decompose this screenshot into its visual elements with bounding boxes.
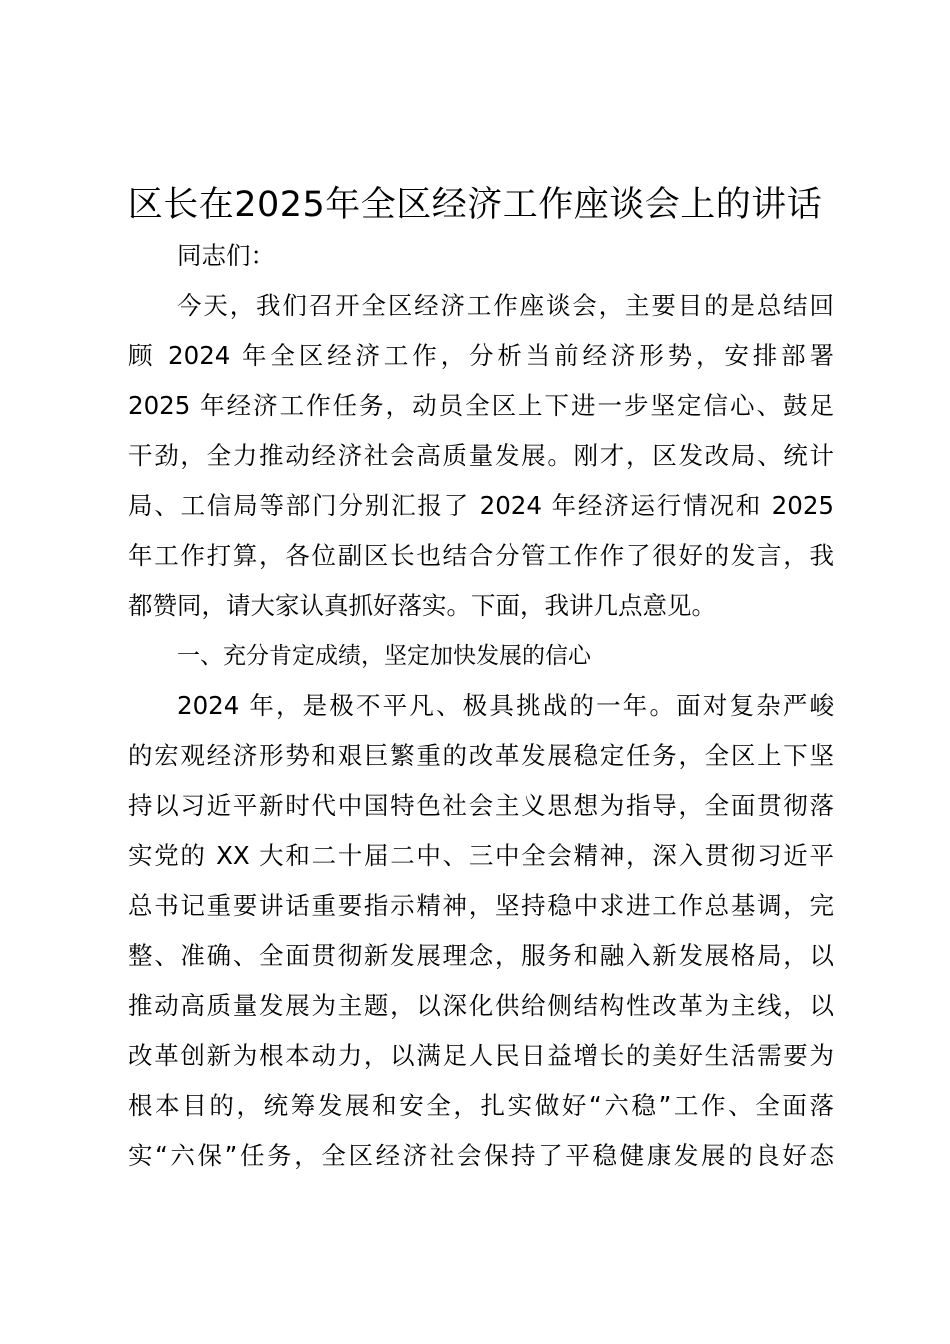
- paragraph-line: 总书记重要讲话重要指示精神，坚持稳中求进工作总基调，完: [128, 891, 834, 920]
- paragraph-line: 根本目的，统筹发展和安全，扎实做好“六稳”工作、全面落: [128, 1091, 834, 1120]
- document-title: 区长在2025年全区经济工作座谈会上的讲话: [127, 185, 823, 225]
- paragraph-line: 的宏观经济形势和艰巨繁重的改革发展稳定任务，全区上下坚: [128, 741, 834, 770]
- paragraph-line: 2025 年经济工作任务，动员全区上下进一步坚定信心、鼓足: [128, 391, 834, 420]
- paragraph-line: 持以习近平新时代中国特色社会主义思想为指导，全面贯彻落: [128, 791, 834, 820]
- paragraph-line: 干劲，全力推动经济社会高质量发展。刚才，区发改局、统计: [128, 441, 834, 470]
- section-paragraph: [128, 681, 834, 1181]
- paragraph-line: 改革创新为根本动力，以满足人民日益增长的美好生活需要为: [128, 1041, 834, 1070]
- paragraph-line: 推动高质量发展为主题，以深化供给侧结构性改革为主线，以: [128, 991, 834, 1020]
- paragraph-line: 今天，我们召开全区经济工作座谈会，主要目的是总结回: [177, 291, 834, 320]
- paragraph-line: 都赞同，请大家认真抓好落实。下面，我讲几点意见。: [128, 591, 716, 620]
- paragraph-line: 局、工信局等部门分别汇报了 2024 年经济运行情况和 2025: [128, 491, 834, 520]
- paragraph-line: 实“六保”任务，全区经济社会保持了平稳健康发展的良好态: [128, 1141, 834, 1170]
- opening-paragraph: [128, 281, 834, 631]
- document-body: [128, 231, 834, 1181]
- paragraph-line: 实党的 XX 大和二十届二中、三中全会精神，深入贯彻习近平: [128, 841, 834, 870]
- paragraph-line: 整、准确、全面贯彻新发展理念，服务和融入新发展格局，以: [128, 941, 834, 970]
- paragraph-line: 顾 2024 年全区经济工作，分析当前经济形势，安排部署: [128, 341, 834, 370]
- section-heading: 一、充分肯定成绩，坚定加快发展的信心: [177, 643, 591, 669]
- paragraph-line: 2024 年，是极不平凡、极具挑战的一年。面对复杂严峻: [177, 691, 834, 720]
- paragraph-line: 年工作打算，各位副区长也结合分管工作作了很好的发言，我: [128, 541, 834, 570]
- salutation: 同志们：: [177, 241, 275, 270]
